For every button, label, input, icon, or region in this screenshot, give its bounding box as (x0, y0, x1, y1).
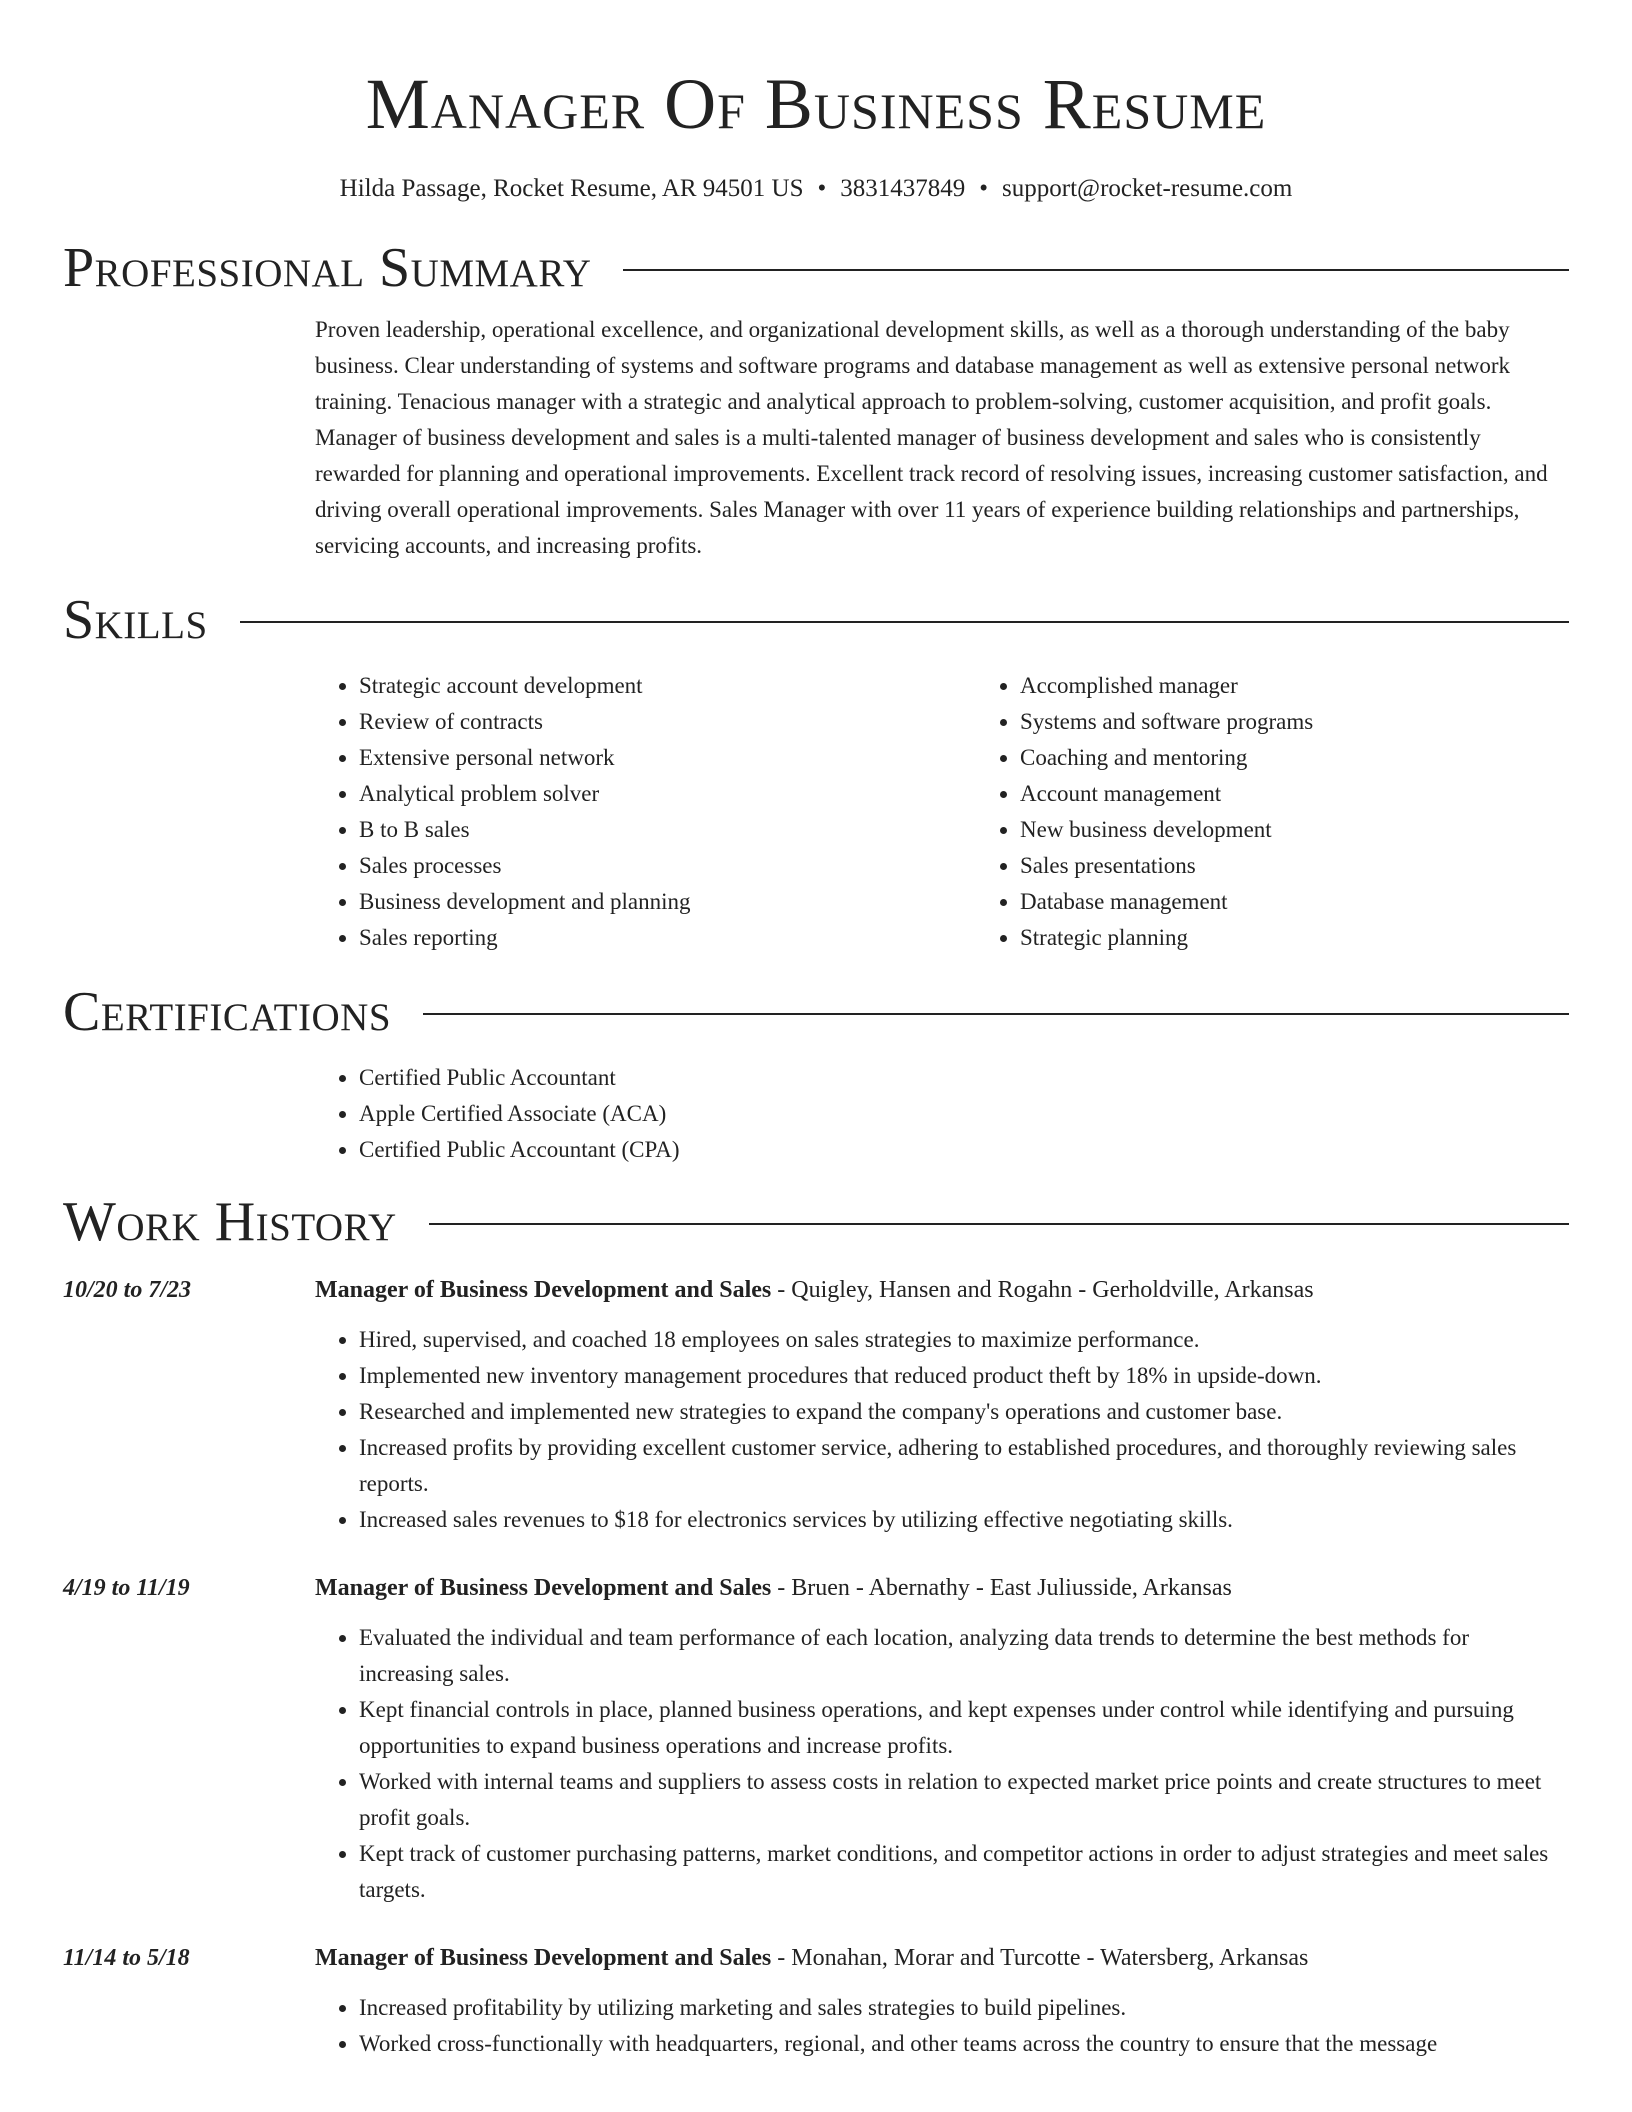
certifications-heading: Certifications (63, 981, 392, 1043)
work-section-header (63, 1190, 1569, 1254)
skill-item: • Coaching and mentoring (1020, 740, 1632, 776)
contact-separator: • (979, 175, 989, 202)
skill-item: • Review of contracts (359, 704, 976, 740)
section-divider (240, 621, 1569, 623)
skills-column-left (315, 668, 976, 956)
job-title: Manager of Business Development and Sales (315, 1277, 772, 1303)
job-company: - Bruen - Abernathy - East Juliusside, Arkansas (771, 1575, 1232, 1601)
summary-text: Proven leadership, operational excellence, and organizational development skills, as well as a thorough understanding of the baby business. Clear understanding of systems and software programs and database management as well as extensive personal network training. Tenacious manager with a strategic and analytical approach to problem-solving, customer acquisition, and profit goals. Manager of business development and sales is a multi-talented manager of business development and sales who is consistently rewarded for planning and operational improvements. Excellent track record of resolving issues, increasing customer satisfaction, and driving overall operational improvements. Sales Manager with over 11 years of experience building relationships and partnerships, servicing accounts, and increasing profits. (315, 317, 1548, 558)
job-company: - Quigley, Hansen and Rogahn - Gerholdville, Arkansas (771, 1277, 1314, 1303)
job-header (63, 1940, 1569, 1976)
job-company: - Monahan, Morar and Turcotte - Watersberg, Arkansas (771, 1945, 1309, 1971)
job-header (63, 1272, 1569, 1308)
skills-list (315, 668, 1569, 956)
contact-phone: 3831437849 (840, 175, 966, 202)
certification-item: • Certified Public Accountant (CPA) (359, 1132, 1569, 1168)
certification-item: • Apple Certified Associate (ACA) (359, 1096, 1569, 1132)
contact-separator: • (817, 175, 827, 202)
job-bullet: • Increased profitability by utilizing marketing and sales strategies to build pipelines. (359, 1990, 1569, 2026)
job-title: Manager of Business Development and Sales (315, 1575, 772, 1601)
job-heading (315, 1940, 1308, 1976)
job-heading (315, 1272, 1314, 1308)
skill-item: • Analytical problem solver (359, 776, 976, 812)
skill-item: • Account management (1020, 776, 1632, 812)
job-bullet: • Increased profits by providing excellent customer service, adhering to established procedures, and thoroughly reviewing sales reports. (359, 1430, 1569, 1502)
job-bullets (315, 1322, 1569, 1538)
skill-item: • Database management (1020, 884, 1632, 920)
certifications-list (315, 1060, 1569, 1168)
job-dates: 4/19 to 11/19 (63, 1575, 190, 1601)
summary-section-header (63, 236, 1569, 300)
skill-item: • Extensive personal network (359, 740, 976, 776)
job-entry (63, 1940, 1569, 2062)
summary-body (315, 312, 1569, 564)
contact-line (63, 174, 1569, 204)
skill-item: • Business development and planning (359, 884, 976, 920)
job-heading (315, 1570, 1232, 1606)
skill-item: • Sales reporting (359, 920, 976, 956)
skills-column-right (976, 668, 1632, 956)
job-title: Manager of Business Development and Sales (315, 1945, 772, 1971)
skill-item: • Sales presentations (1020, 848, 1632, 884)
job-bullet: • Implemented new inventory management procedures that reduced product theft by 18% in upside-down. (359, 1358, 1569, 1394)
job-bullet: • Researched and implemented new strategies to expand the company's operations and customer base. (359, 1394, 1569, 1430)
skill-item: • Systems and software programs (1020, 704, 1632, 740)
section-divider (623, 269, 1569, 271)
skills-section-header (63, 588, 1569, 652)
skill-item: • Strategic planning (1020, 920, 1632, 956)
job-bullet: • Worked cross-functionally with headquarters, regional, and other teams across the country to ensure that the message (359, 2026, 1569, 2062)
skills-heading: Skills (63, 589, 208, 651)
certification-item: • Certified Public Accountant (359, 1060, 1569, 1096)
skill-item: • B to B sales (359, 812, 976, 848)
work-heading: Work History (63, 1191, 397, 1253)
job-bullet: • Worked with internal teams and suppliers to assess costs in relation to expected market price points and create structures to meet profit goals. (359, 1764, 1569, 1836)
skill-item: • Strategic account development (359, 668, 976, 704)
job-dates: 10/20 to 7/23 (63, 1277, 192, 1303)
job-entry (63, 1272, 1569, 1538)
certifications-section-header (63, 980, 1569, 1044)
contact-address: Hilda Passage, Rocket Resume, AR 94501 US (339, 175, 804, 202)
job-dates: 11/14 to 5/18 (63, 1945, 190, 1971)
section-divider (429, 1223, 1569, 1225)
job-bullet: • Evaluated the individual and team performance of each location, analyzing data trends to determine the best methods for increasing sales. (359, 1620, 1569, 1692)
job-bullet: • Kept track of customer purchasing patterns, market conditions, and competitor actions in order to adjust strategies and meet sales targets. (359, 1836, 1569, 1908)
job-entry (63, 1570, 1569, 1908)
skill-item: • New business development (1020, 812, 1632, 848)
summary-heading: Professional Summary (63, 237, 592, 299)
skill-item: • Sales processes (359, 848, 976, 884)
job-bullet: • Increased sales revenues to $18 for electronics services by utilizing effective negotiating skills. (359, 1502, 1569, 1538)
contact-email: support@rocket-resume.com (1002, 175, 1293, 202)
job-header (63, 1570, 1569, 1606)
job-bullets (315, 1620, 1569, 1908)
skill-item: • Accomplished manager (1020, 668, 1632, 704)
job-bullets (315, 1990, 1569, 2062)
job-bullet: • Kept financial controls in place, planned business operations, and kept expenses under control while identifying and pursuing opportunities to expand business operations and increase profits. (359, 1692, 1569, 1764)
job-bullet: • Hired, supervised, and coached 18 employees on sales strategies to maximize performance. (359, 1322, 1569, 1358)
page-title: Manager Of Business Resume (365, 64, 1267, 144)
section-divider (423, 1013, 1569, 1015)
